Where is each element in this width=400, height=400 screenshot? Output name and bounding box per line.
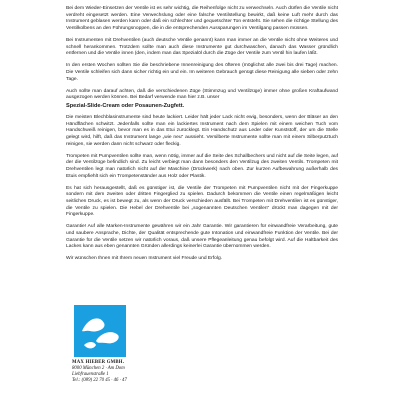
company-name: MAX HIEBER GMBH. — [72, 360, 125, 365]
paragraph-warranty: Garantie! Auf alle Marken-Instrumente gewähren wir ein Jahr Garantie. Wir garantieren für einwandfreie Verarbeitung, gute und saubere Ansprache, Dichte, der Qualität entsprechende gute Intonation und einwandfreie Funktion der Ventile. Bei der Garantie für die Ventile setzen wir natürlich voraus, daß unsere Pflegeanleitung genau befolgt wird. Auf die Haltbarkeit des Lackes kann aus eben genannten Gründen allerdings keinerlei Garantie übernommen werden. — [66, 224, 338, 250]
company-address — [72, 360, 132, 384]
company-stamp — [72, 305, 132, 384]
address-line-2: Liebfrauenstraße 1 — [72, 372, 109, 377]
logo-glyph-icon — [74, 305, 126, 357]
company-logo — [74, 305, 126, 357]
paragraph-first-weeks: In den ersten Wochen sollten Sie die beschriebene Innenreinigung des öfteren (möglichst alle zwei bis drei Tage) machen. Die Ventile schleifen sich dann sicher richtig ein und ein. Im weiteren Gebrauch genügt diese Reinigung alle sieben oder zehn Tage. — [66, 63, 338, 82]
paragraph-slides: Auch sollte man darauf achten, daß die verschiedenen Züge (Stimmzug und Ventilzüge) immer ohne großen Kraftaufwand ausgezogen werden können. Bei Bedarf verwende man hier z.B. unser — [66, 88, 338, 101]
paragraph-closing: Wir wünschen Ihnen mit Ihrem neuen Instrument viel Freude und Erfolg. — [66, 256, 223, 262]
paragraph-rotary-valves: Bei Instrumenten mit Drehventilen (auch deutsche Ventile genannt) kann man immer an die Ventile nicht ohne Weiteres und schnell herankommen. Trotzdem sollte man auch diese Instrumente gut durchwaschen, danach das Wasser gründlich entfernen und die Ventile innen (den, indem man das Spezialöl durch die Züge der Ventile zum Ventil hin laufen läßt. — [66, 38, 338, 57]
paragraph-valve-reinsertion: Bei dem Wieder-Einsetzen der Ventile ist es sehr wichtig, die Reihenfolge nicht zu verwechseln. Auch dürfen die Ventile nicht verdreht eingesetzt werden. Eine Verwechslung oder eine falsche Ventilstellung bewirkt, daß keine Luft mehr durch das Instrument geblasen werden kann oder daß ein schlechter und gequetschter Ton entsteht. Sie sehen die richtige Stellung des Ventilkolbens an den Führungsnoppen, die in die entsprechenden Aussparungen im Ventilgang passen müssen. — [66, 6, 338, 32]
paragraph-lacquer: Die meisten Blechblasinstrumente sind heute lackiert. Leider hält jeder Lack nicht ewig, besonders, wenn der Bläser an den Händflächen schwitzt. Jedenfalls sollte man ein lackiertes Instrument nach dem Spielen mit einem weichen Tuch vom Handschweiß reinigen, bevor man es in das Etui zurücklegt. Ein Handschutz aus Leder oder Kunststoff, der um die Stelle gelegt wird, hilft, daß das Instrument lange „wie neu" aussieht. Versilberte Instrumente sollte man mit einem Silberputztuch reinigen, sie werden dann nicht schwarz oder fleckig. — [66, 114, 338, 147]
paragraph-playing-technique: Es hat sich herausgestellt, daß es günstiger ist, die Ventile der Trompeten mit Pumpventilen nicht mit der Fingerkuppe sondern mit dem zweiten oder dritten Fingerglied zu spielen. Dadurch bekommen die Ventile einen regelmäßigen leicht seitlichen Druck, es ist bewegt zu, als wenn der Druck verschieden ausfällt. Bei Trompeten mit Drehventilen ist es günstiger, die Ventile zu spielen. Die Hebel der Drehventile bei „sogenannten Deutschen Ventilen" drückt man dagegen mit der Fingerkuppe. — [66, 185, 338, 218]
address-line-1: 8000 München 2 · Am Dom — [72, 366, 125, 371]
document-body — [66, 6, 338, 268]
paragraph-storage: Trompeten mit Pumpventilen sollte man, wenn nötig, immer auf die Seite des Schallbechers und nicht auf die Seite legen, auf der die Ventilzüge befindlich sind. Zu leicht verbiegt man dann besonders den Ventilzug des zweiten Ventils. Trompeten mit Drehventilen legt man natürlich nicht auf der Maschine (Drückwerk) nach oben. Zur kurzen Aufbewahrung außerhalb des Etuis empfiehlt sich ein Trompetenständer aus Holz oder Plastik. — [66, 153, 338, 179]
address-phone: Tel.: (089) 22 70 45 · 46 · 47 — [72, 378, 127, 383]
product-name: Spezial-Slide-Cream oder Posaunen-Zugfett. — [66, 103, 185, 109]
